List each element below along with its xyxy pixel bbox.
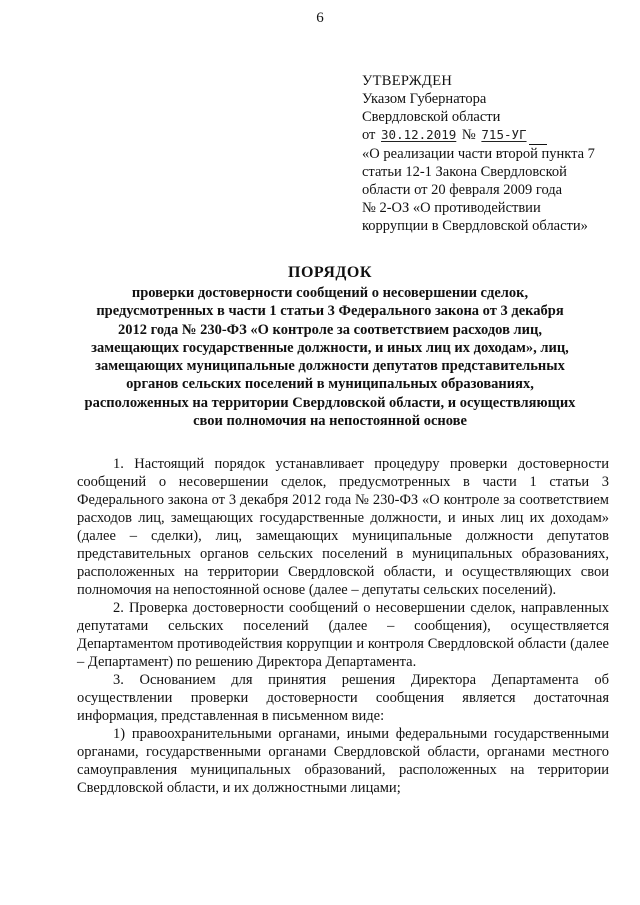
subtitle-line: замещающих государственные должности, и иных лиц их доходам», лиц, [91,339,569,356]
approval-issuer: Указом Губернатора [362,91,487,107]
approval-region: Свердловской области [362,109,501,125]
paragraph-3: 3. Основанием для принятия решения Директора Департамента об осуществлении проверки достоверности сообщения является достаточная информация, представленная в письменном виде: [77,672,609,724]
document-title: ПОРЯДОК [288,264,372,281]
subtitle-line: проверки достоверности сообщений о несовершении сделок, [131,285,529,301]
approval-block [362,72,624,235]
date-label: от [362,127,376,143]
subtitle-line: предусмотренных в части 1 статьи 3 Федерального закона от 3 декабря [96,303,564,320]
approval-stamp-title: УТВЕРЖДЕН [362,73,453,89]
document-body [77,455,609,797]
approval-date: 30.12.2019 [381,127,457,142]
subtitle-line: расположенных на территории Свердловской области, и осуществляющих [84,394,576,411]
paragraph-3-item-1: 1) правоохранительными органами, иными федеральными государственными органами, государственными органами Свердловской области, органами местного самоуправления муниципальных образований, расположенных на территории Свердловской области, и их должностными лицами; [77,726,609,796]
document-heading [60,262,600,430]
decree-title-line: коррупции в Свердловской области» [362,218,588,234]
paragraph-2: 2. Проверка достоверности сообщений о несовершении сделок, направленных депутатами сельских поселений (далее – сообщения), осуществляется Департаментом противодействия коррупции и контроля Свердловской области (далее – Департамент) по решению Директора Департамента. [77,600,609,670]
number-underline [529,126,547,145]
decree-title-line: «О реализации части второй пункта 7 [362,146,595,162]
page-number: 6 [316,10,324,26]
document-subtitle [60,284,600,430]
paragraph-1: 1. Настоящий порядок устанавливает процедуру проверки достоверности сообщений о несовершении сделок, предусмотренных в части 1 статьи 3 Федерального закона от 3 декабря 2012 года № 230-ФЗ «О контроле за соответствием расходов лиц, замещающих государственные должности, и иных лиц их доходам» (далее – сделки), лиц, замещающих муниципальные должности депутатов представительных органов сельских поселений в муниципальных образованиях, расположенных на территории Свердловской области, и осуществляющих свои полномочия на непостоянной основе (далее – депутаты сельских поселений). [77,456,609,598]
decree-title-line: области от 20 февраля 2009 года [362,182,563,198]
subtitle-line: 2012 года № 230-ФЗ «О контроле за соответствием расходов лиц, [118,321,542,338]
approval-reference-line [362,126,624,145]
subtitle-line: замещающих муниципальные должности депутатов представительных [95,358,565,375]
approval-number: 715-УГ [481,127,527,142]
subtitle-line: свои полномочия на непостоянной основе [193,413,467,430]
approval-decree-title [362,145,624,235]
decree-title-line: статьи 12-1 Закона Свердловской [362,164,567,180]
subtitle-line: органов сельских поселений в муниципальных образованиях, [126,376,534,393]
decree-title-line: № 2-ОЗ «О противодействии [362,200,541,216]
number-label: № [461,127,476,143]
